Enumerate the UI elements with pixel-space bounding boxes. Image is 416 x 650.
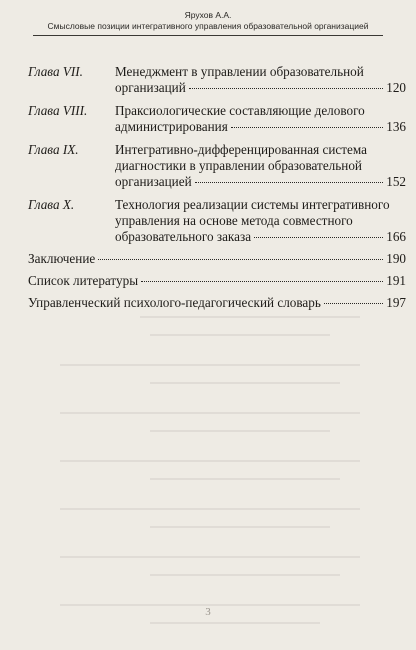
page-number: 166	[386, 229, 406, 244]
toc-entry	[28, 103, 406, 135]
entry-title-line: диагностики в управлении образовательной	[115, 158, 362, 173]
toc-entry	[28, 142, 406, 190]
dot-leader	[189, 88, 383, 89]
dot-leader	[141, 281, 383, 282]
dot-leader	[231, 127, 383, 128]
show-through-text	[0, 305, 416, 645]
page-number: 197	[386, 295, 406, 310]
page-number: 152	[386, 174, 406, 189]
toc-entry	[28, 197, 406, 245]
header-rule	[33, 35, 383, 36]
running-head	[0, 10, 416, 32]
entry-title-line: Технология реализации системы интегративного	[115, 197, 390, 212]
dot-leader	[324, 303, 383, 304]
page-number: 120	[386, 80, 406, 95]
chapter-label: Глава X.	[28, 197, 75, 212]
toc-entry	[28, 273, 406, 289]
entry-title-line: образовательного заказа	[115, 229, 252, 244]
toc-entry	[28, 295, 406, 311]
entry-title-line: Праксиологические составляющие делового	[115, 103, 365, 118]
entry-title-line: администрирования	[115, 119, 228, 134]
bleed-lines	[0, 305, 416, 645]
dot-leader	[98, 259, 383, 260]
entry-title-line: Список литературы	[28, 273, 139, 288]
entry-title-line: организацией	[115, 174, 192, 189]
toc-entry	[28, 64, 406, 96]
entry-title-line: Управленческий психолого-педагогический словарь	[28, 295, 321, 310]
dot-leader	[254, 237, 383, 238]
toc-entry	[28, 251, 406, 267]
chapter-label: Глава VII.	[28, 64, 83, 79]
entry-title-line: Заключение	[28, 251, 96, 266]
entry-title-line: организаций	[115, 80, 186, 95]
page-number: 190	[386, 251, 406, 266]
dot-leader	[195, 182, 384, 183]
book-subtitle: Смысловые позиции интегративного управления образовательной организацией	[47, 21, 369, 31]
page-number-footer: 3	[205, 606, 211, 618]
chapter-label: Глава IX.	[28, 142, 79, 157]
entry-title-line: Менеджмент в управлении образовательной	[115, 64, 364, 79]
page-number: 136	[386, 119, 406, 134]
entry-title-line: Интегративно-дифференцированная система	[115, 142, 367, 157]
page-number: 191	[386, 273, 406, 288]
entry-title-line: управления на основе метода совместного	[115, 213, 353, 228]
author-name: Ярухов А.А.	[184, 10, 232, 20]
table-of-contents	[28, 64, 406, 311]
chapter-label: Глава VIII.	[28, 103, 88, 118]
